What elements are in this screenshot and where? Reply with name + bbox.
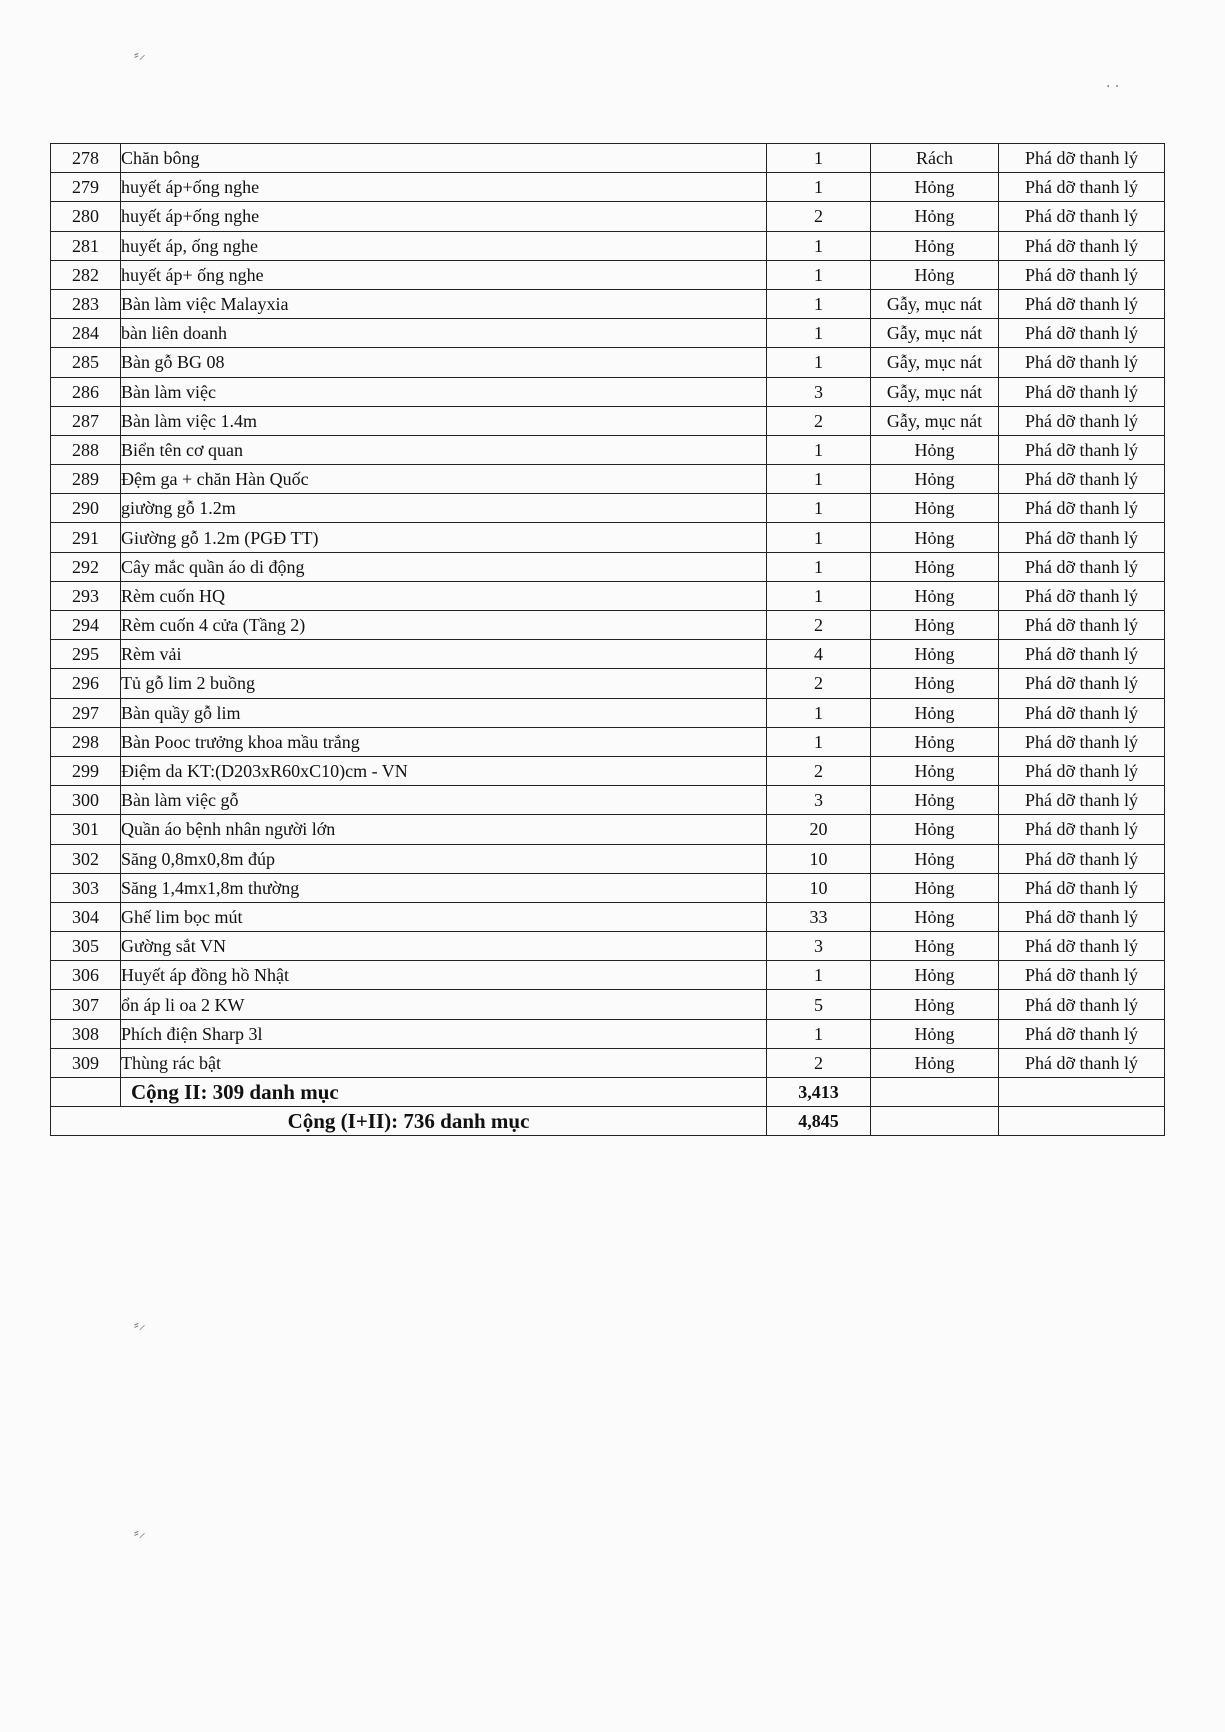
action-cell: Phá dỡ thanh lý [999, 406, 1165, 435]
row-number-cell: 302 [51, 844, 121, 873]
condition-cell: Hỏng [871, 844, 999, 873]
item-name-cell: bàn liên doanh [121, 319, 767, 348]
row-number-cell: 279 [51, 173, 121, 202]
quantity-cell: 1 [767, 961, 871, 990]
action-cell: Phá dỡ thanh lý [999, 494, 1165, 523]
row-number-cell: 309 [51, 1048, 121, 1077]
item-name-cell: Giường gỗ 1.2m (PGĐ TT) [121, 523, 767, 552]
quantity-cell: 5 [767, 990, 871, 1019]
subtotal-quantity: 3,413 [767, 1078, 871, 1107]
row-number-cell: 300 [51, 786, 121, 815]
table-row [51, 581, 1165, 610]
quantity-cell: 1 [767, 348, 871, 377]
row-number-cell: 280 [51, 202, 121, 231]
action-cell: Phá dỡ thanh lý [999, 698, 1165, 727]
action-cell: Phá dỡ thanh lý [999, 669, 1165, 698]
subtotal-condition-cell [871, 1078, 999, 1107]
action-cell: Phá dỡ thanh lý [999, 231, 1165, 260]
inventory-table [50, 143, 1165, 1136]
action-cell: Phá dỡ thanh lý [999, 552, 1165, 581]
inventory-table-body [51, 144, 1165, 1136]
condition-cell: Gẫy, mục nát [871, 377, 999, 406]
row-number-cell: 293 [51, 581, 121, 610]
table-row [51, 786, 1165, 815]
quantity-cell: 2 [767, 669, 871, 698]
condition-cell: Hỏng [871, 873, 999, 902]
quantity-cell: 3 [767, 377, 871, 406]
table-row [51, 815, 1165, 844]
scan-mark-icon: ⸗⸝ [134, 1525, 146, 1541]
scan-mark-icon: ⸗⸝ [134, 1317, 146, 1333]
condition-cell: Hỏng [871, 669, 999, 698]
row-number-cell: 286 [51, 377, 121, 406]
quantity-cell: 2 [767, 202, 871, 231]
condition-cell: Hỏng [871, 494, 999, 523]
row-number-cell: 285 [51, 348, 121, 377]
quantity-cell: 10 [767, 873, 871, 902]
action-cell: Phá dỡ thanh lý [999, 902, 1165, 931]
condition-cell: Gẫy, mục nát [871, 289, 999, 318]
item-name-cell: giường gỗ 1.2m [121, 494, 767, 523]
item-name-cell: huyết áp, ống nghe [121, 231, 767, 260]
item-name-cell: Ghế lim bọc mút [121, 902, 767, 931]
item-name-cell: Biển tên cơ quan [121, 435, 767, 464]
subtotal-number-cell [51, 1078, 121, 1107]
action-cell: Phá dỡ thanh lý [999, 144, 1165, 173]
condition-cell: Hỏng [871, 990, 999, 1019]
action-cell: Phá dỡ thanh lý [999, 756, 1165, 785]
action-cell: Phá dỡ thanh lý [999, 289, 1165, 318]
condition-cell: Hỏng [871, 611, 999, 640]
quantity-cell: 20 [767, 815, 871, 844]
condition-cell: Hỏng [871, 698, 999, 727]
row-number-cell: 292 [51, 552, 121, 581]
item-name-cell: Rèm cuốn 4 cửa (Tầng 2) [121, 611, 767, 640]
item-name-cell: Bàn làm việc [121, 377, 767, 406]
condition-cell: Hỏng [871, 1019, 999, 1048]
quantity-cell: 1 [767, 494, 871, 523]
quantity-cell: 1 [767, 144, 871, 173]
table-row [51, 611, 1165, 640]
row-number-cell: 299 [51, 756, 121, 785]
quantity-cell: 3 [767, 932, 871, 961]
quantity-cell: 2 [767, 1048, 871, 1077]
row-number-cell: 306 [51, 961, 121, 990]
grand-total-label: Cộng (I+II): 736 danh mục [51, 1107, 767, 1136]
item-name-cell: Tủ gỗ lim 2 buồng [121, 669, 767, 698]
item-name-cell: Thùng rác bật [121, 1048, 767, 1077]
quantity-cell: 1 [767, 289, 871, 318]
table-row [51, 406, 1165, 435]
condition-cell: Gẫy, mục nát [871, 406, 999, 435]
quantity-cell: 1 [767, 698, 871, 727]
item-name-cell: Cây mắc quần áo di động [121, 552, 767, 581]
row-number-cell: 283 [51, 289, 121, 318]
action-cell: Phá dỡ thanh lý [999, 932, 1165, 961]
subtotal-row [51, 1078, 1165, 1107]
condition-cell: Hỏng [871, 815, 999, 844]
quantity-cell: 10 [767, 844, 871, 873]
row-number-cell: 287 [51, 406, 121, 435]
condition-cell: Hỏng [871, 902, 999, 931]
table-row [51, 552, 1165, 581]
quantity-cell: 1 [767, 231, 871, 260]
item-name-cell: Chăn bông [121, 144, 767, 173]
action-cell: Phá dỡ thanh lý [999, 581, 1165, 610]
condition-cell: Hỏng [871, 231, 999, 260]
item-name-cell: huyết áp+ống nghe [121, 173, 767, 202]
scan-mark-icon: ⸗⸝ [134, 47, 146, 63]
action-cell: Phá dỡ thanh lý [999, 844, 1165, 873]
scan-mark-icon: · · [1106, 79, 1120, 95]
row-number-cell: 284 [51, 319, 121, 348]
table-row [51, 173, 1165, 202]
quantity-cell: 1 [767, 1019, 871, 1048]
quantity-cell: 33 [767, 902, 871, 931]
action-cell: Phá dỡ thanh lý [999, 465, 1165, 494]
item-name-cell: Phích điện Sharp 3l [121, 1019, 767, 1048]
item-name-cell: huyết áp+ ống nghe [121, 260, 767, 289]
row-number-cell: 305 [51, 932, 121, 961]
table-row [51, 348, 1165, 377]
quantity-cell: 1 [767, 319, 871, 348]
table-row [51, 377, 1165, 406]
table-row [51, 231, 1165, 260]
table-row [51, 698, 1165, 727]
quantity-cell: 2 [767, 756, 871, 785]
condition-cell: Hỏng [871, 932, 999, 961]
quantity-cell: 1 [767, 523, 871, 552]
item-name-cell: Rèm vải [121, 640, 767, 669]
item-name-cell: Huyết áp đồng hồ Nhật [121, 961, 767, 990]
table-row [51, 932, 1165, 961]
condition-cell: Hỏng [871, 173, 999, 202]
quantity-cell: 1 [767, 260, 871, 289]
action-cell: Phá dỡ thanh lý [999, 873, 1165, 902]
condition-cell: Hỏng [871, 260, 999, 289]
row-number-cell: 288 [51, 435, 121, 464]
condition-cell: Hỏng [871, 523, 999, 552]
row-number-cell: 291 [51, 523, 121, 552]
row-number-cell: 308 [51, 1019, 121, 1048]
quantity-cell: 2 [767, 406, 871, 435]
action-cell: Phá dỡ thanh lý [999, 348, 1165, 377]
quantity-cell: 1 [767, 465, 871, 494]
row-number-cell: 278 [51, 144, 121, 173]
action-cell: Phá dỡ thanh lý [999, 990, 1165, 1019]
item-name-cell: Bàn làm việc gỗ [121, 786, 767, 815]
grand-total-row [51, 1107, 1165, 1136]
row-number-cell: 295 [51, 640, 121, 669]
quantity-cell: 1 [767, 173, 871, 202]
quantity-cell: 1 [767, 435, 871, 464]
row-number-cell: 281 [51, 231, 121, 260]
item-name-cell: Săng 0,8mx0,8m đúp [121, 844, 767, 873]
table-row [51, 990, 1165, 1019]
condition-cell: Gẫy, mục nát [871, 348, 999, 377]
table-row [51, 319, 1165, 348]
condition-cell: Hỏng [871, 581, 999, 610]
table-row [51, 902, 1165, 931]
condition-cell: Hỏng [871, 756, 999, 785]
action-cell: Phá dỡ thanh lý [999, 1048, 1165, 1077]
action-cell: Phá dỡ thanh lý [999, 815, 1165, 844]
item-name-cell: ổn áp li oa 2 KW [121, 990, 767, 1019]
item-name-cell: Bàn Pooc trưởng khoa mầu trắng [121, 727, 767, 756]
table-row [51, 727, 1165, 756]
action-cell: Phá dỡ thanh lý [999, 611, 1165, 640]
condition-cell: Hỏng [871, 640, 999, 669]
table-row [51, 873, 1165, 902]
action-cell: Phá dỡ thanh lý [999, 523, 1165, 552]
item-name-cell: Bàn gỗ BG 08 [121, 348, 767, 377]
action-cell: Phá dỡ thanh lý [999, 202, 1165, 231]
action-cell: Phá dỡ thanh lý [999, 173, 1165, 202]
row-number-cell: 298 [51, 727, 121, 756]
action-cell: Phá dỡ thanh lý [999, 260, 1165, 289]
row-number-cell: 290 [51, 494, 121, 523]
condition-cell: Hỏng [871, 202, 999, 231]
table-row [51, 289, 1165, 318]
row-number-cell: 304 [51, 902, 121, 931]
action-cell: Phá dỡ thanh lý [999, 727, 1165, 756]
table-row [51, 961, 1165, 990]
row-number-cell: 307 [51, 990, 121, 1019]
action-cell: Phá dỡ thanh lý [999, 319, 1165, 348]
condition-cell: Hỏng [871, 465, 999, 494]
table-row [51, 435, 1165, 464]
item-name-cell: Bàn làm việc Malayxia [121, 289, 767, 318]
item-name-cell: Gường sắt VN [121, 932, 767, 961]
grand-total-quantity: 4,845 [767, 1107, 871, 1136]
quantity-cell: 2 [767, 611, 871, 640]
quantity-cell: 3 [767, 786, 871, 815]
row-number-cell: 297 [51, 698, 121, 727]
item-name-cell: Bàn quầy gỗ lim [121, 698, 767, 727]
table-row [51, 640, 1165, 669]
item-name-cell: Điệm da KT:(D203xR60xC10)cm - VN [121, 756, 767, 785]
quantity-cell: 4 [767, 640, 871, 669]
quantity-cell: 1 [767, 581, 871, 610]
item-name-cell: Rèm cuốn HQ [121, 581, 767, 610]
row-number-cell: 301 [51, 815, 121, 844]
action-cell: Phá dỡ thanh lý [999, 786, 1165, 815]
condition-cell: Gẫy, mục nát [871, 319, 999, 348]
table-row [51, 1019, 1165, 1048]
condition-cell: Hỏng [871, 435, 999, 464]
quantity-cell: 1 [767, 727, 871, 756]
condition-cell: Hỏng [871, 727, 999, 756]
subtotal-label: Cộng II: 309 danh mục [121, 1078, 767, 1107]
action-cell: Phá dỡ thanh lý [999, 640, 1165, 669]
item-name-cell: Quần áo bệnh nhân người lớn [121, 815, 767, 844]
condition-cell: Hỏng [871, 786, 999, 815]
row-number-cell: 294 [51, 611, 121, 640]
table-row [51, 202, 1165, 231]
table-row [51, 1048, 1165, 1077]
grand-total-condition-cell [871, 1107, 999, 1136]
table-row [51, 465, 1165, 494]
condition-cell: Hỏng [871, 552, 999, 581]
condition-cell: Rách [871, 144, 999, 173]
table-row [51, 756, 1165, 785]
condition-cell: Hỏng [871, 961, 999, 990]
row-number-cell: 303 [51, 873, 121, 902]
action-cell: Phá dỡ thanh lý [999, 1019, 1165, 1048]
item-name-cell: Săng 1,4mx1,8m thường [121, 873, 767, 902]
table-row [51, 494, 1165, 523]
condition-cell: Hỏng [871, 1048, 999, 1077]
action-cell: Phá dỡ thanh lý [999, 435, 1165, 464]
subtotal-action-cell [999, 1078, 1165, 1107]
row-number-cell: 289 [51, 465, 121, 494]
item-name-cell: huyết áp+ống nghe [121, 202, 767, 231]
action-cell: Phá dỡ thanh lý [999, 961, 1165, 990]
quantity-cell: 1 [767, 552, 871, 581]
row-number-cell: 282 [51, 260, 121, 289]
table-row [51, 669, 1165, 698]
grand-total-action-cell [999, 1107, 1165, 1136]
item-name-cell: Bàn làm việc 1.4m [121, 406, 767, 435]
table-row [51, 523, 1165, 552]
table-row [51, 260, 1165, 289]
item-name-cell: Đệm ga + chăn Hàn Quốc [121, 465, 767, 494]
table-row [51, 844, 1165, 873]
action-cell: Phá dỡ thanh lý [999, 377, 1165, 406]
table-row [51, 144, 1165, 173]
row-number-cell: 296 [51, 669, 121, 698]
